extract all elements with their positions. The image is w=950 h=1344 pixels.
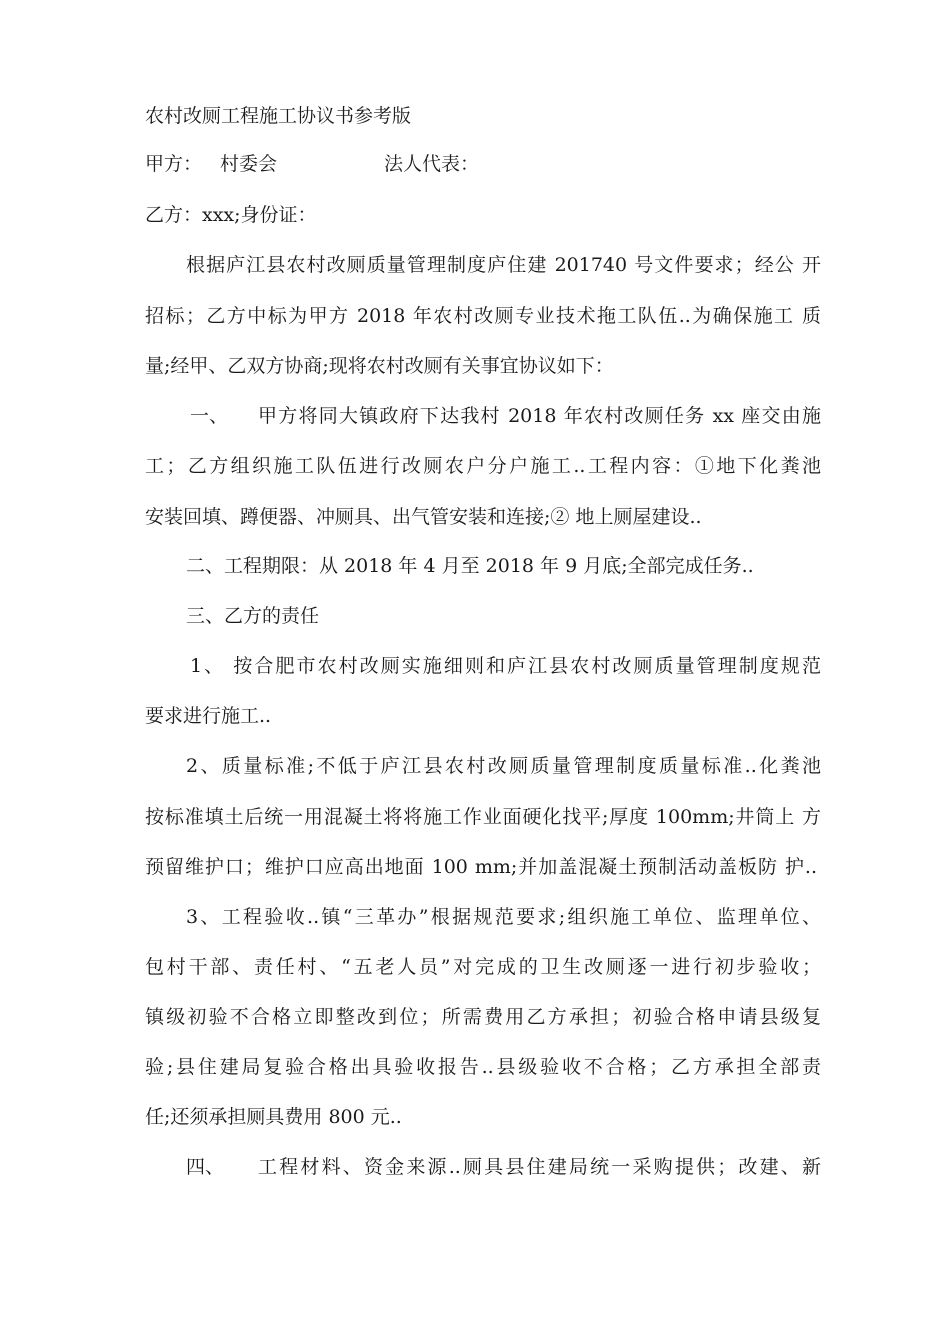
- section-1-line: 安装回填、蹲便器、冲厕具、出气管安装和连接;② 地上厕屋建设..: [145, 506, 702, 528]
- clause-3-1-line: 要求进行施工..: [145, 705, 272, 727]
- section-4-number: 四、: [186, 1156, 225, 1178]
- section-4-line: 工程材料、资金来源..厕具县住建局统一采购提供；改建、新: [258, 1156, 821, 1178]
- section-2: 二、工程期限：从 2018 年 4 月至 2018 年 9 月底;全部完成任务..: [186, 555, 754, 577]
- section-1-number: 一、: [190, 405, 229, 427]
- intro-line: 根据庐江县农村改厕质量管理制度庐住建 201740 号文件要求；经公 开: [186, 254, 821, 276]
- party-a-label: 甲方：: [145, 153, 203, 175]
- party-a-line: [145, 152, 479, 176]
- section-1-line: 甲方将同大镇政府下达我村 2018 年农村改厕任务 xx 座交由施: [258, 405, 821, 427]
- clause-3-3-line: 包村干部、责任村、“五老人员”对完成的卫生改厕逐一进行初步验收；: [145, 956, 821, 978]
- section-3-heading: 三、乙方的责任: [186, 605, 320, 627]
- clause-3-2-line: 2、质量标准;不低于庐江县农村改厕质量管理制度质量标准..化粪池: [186, 755, 821, 777]
- intro-line: 招标；乙方中标为甲方 2018 年农村改厕专业技术拖工队伍..为确保施工 质: [145, 305, 821, 327]
- clause-3-2-line: 预留维护口；维护口应高出地面 100 mm;并加盖混凝土预制活动盖板防 护..: [145, 856, 817, 878]
- clause-3-3-line: 任;还须承担厕具费用 800 元..: [145, 1106, 402, 1128]
- clause-3-3-line: 3、工程验收..镇“三革办”根据规范要求;组织施工单位、监理单位、: [186, 906, 821, 928]
- legal-rep-label: 法人代表：: [384, 153, 480, 175]
- doc-title: 农村改厕工程施工协议书参考版: [145, 105, 412, 127]
- section-1-line: 工；乙方组织施工队伍进行改厕农户分户施工..工程内容：①地下化粪池: [145, 455, 821, 477]
- clause-3-2-line: 按标准填土后统一用混凝土将将施工作业面硬化找平;厚度 100mm;井筒上 方: [145, 806, 821, 828]
- intro-line: 量;经甲、乙双方协商;现将农村改厕有关事宜协议如下：: [145, 355, 614, 377]
- party-a-name: 村委会: [220, 153, 278, 175]
- party-b-line: 乙方：xxx;身份证：: [145, 204, 317, 226]
- clause-3-3-line: 镇级初验不合格立即整改到位；所需费用乙方承担；初验合格申请县级复: [145, 1006, 821, 1028]
- clause-3-3-line: 验;县住建局复验合格出具验收报告..县级验收不合格；乙方承担全部责: [145, 1056, 821, 1078]
- clause-3-1-line: 1、 按合肥市农村改厕实施细则和庐江县农村改厕质量管理制度规范: [190, 655, 821, 677]
